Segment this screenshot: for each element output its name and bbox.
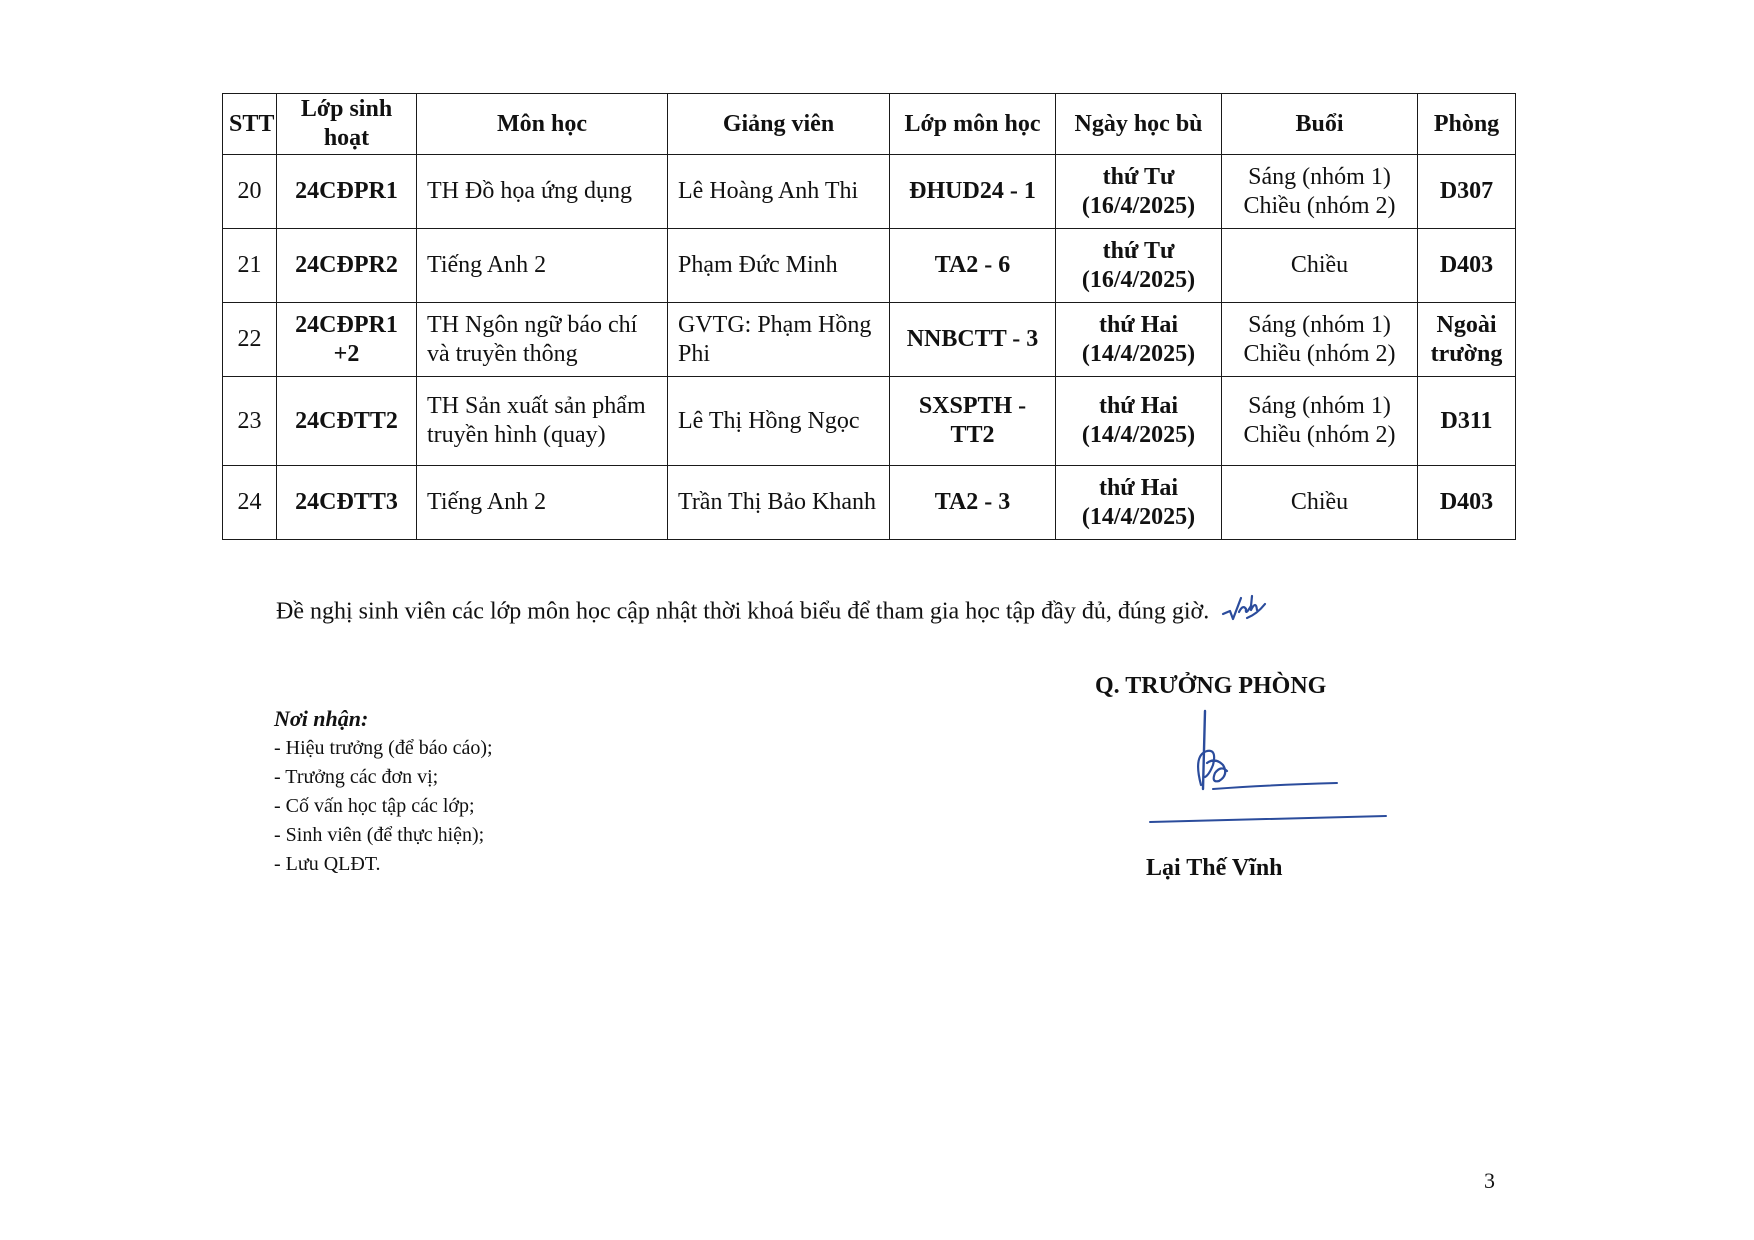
cell-mon-hoc: TH Sản xuất sản phẩm truyền hình (quay) (417, 377, 668, 466)
header-giang-vien: Giảng viên (668, 94, 890, 155)
cell-lop-mon-hoc: TA2 - 3 (890, 466, 1056, 540)
cell-ngay-hoc-bu (1056, 377, 1222, 466)
recipient-item: - Sinh viên (để thực hiện); (274, 824, 485, 846)
signature-underline (1148, 812, 1388, 830)
header-lop-mon-hoc: Lớp môn học (890, 94, 1056, 155)
header-ngay-hoc-bu: Ngày học bù (1056, 94, 1222, 155)
cell-giang-vien: GVTG: Phạm Hồng Phi (668, 303, 890, 377)
table-header-row (223, 94, 1516, 155)
table-row (223, 303, 1516, 377)
buoi-line-2: Chiều (nhóm 2) (1243, 422, 1396, 448)
cell-buoi (1222, 303, 1418, 377)
buoi-line-1: Sáng (nhóm 1) (1248, 393, 1391, 419)
cell-stt: 23 (223, 377, 277, 466)
cell-lop-mon-hoc: SXSPTH - TT2 (890, 377, 1056, 466)
cell-ngay-hoc-bu (1056, 466, 1222, 540)
cell-buoi (1222, 466, 1418, 540)
table-row (223, 377, 1516, 466)
cell-mon-hoc: Tiếng Anh 2 (417, 466, 668, 540)
buoi-line-1: Sáng (nhóm 1) (1248, 163, 1391, 190)
table-row (223, 466, 1516, 540)
ngay-hoc-bu-weekday: thứ Hai (1098, 474, 1179, 501)
cell-lop-mon-hoc: NNBCTT - 3 (890, 303, 1056, 377)
request-note (276, 592, 1267, 634)
cell-lop-sinh-hoat: 24CĐPR1 +2 (277, 303, 417, 377)
cell-mon-hoc: TH Đồ họa ứng dụng (417, 155, 668, 229)
cell-buoi (1222, 377, 1418, 466)
cell-lop-sinh-hoat: 24CĐPR2 (277, 229, 417, 303)
ngay-hoc-bu-date: (16/4/2025) (1081, 266, 1196, 293)
cell-ngay-hoc-bu (1056, 155, 1222, 229)
make-up-class-table (222, 93, 1516, 540)
ngay-hoc-bu-weekday: thứ Tư (1102, 163, 1175, 190)
cell-lop-mon-hoc: TA2 - 6 (890, 229, 1056, 303)
cell-giang-vien: Trần Thị Bảo Khanh (668, 466, 890, 540)
header-phong: Phòng (1418, 94, 1516, 155)
signer-name: Lại Thế Vĩnh (1146, 855, 1283, 881)
cell-ngay-hoc-bu (1056, 229, 1222, 303)
header-lop-sinh-hoat: Lớp sinh hoạt (277, 94, 417, 155)
cell-lop-sinh-hoat: 24CĐTT2 (277, 377, 417, 466)
cell-lop-mon-hoc: ĐHUD24 - 1 (890, 155, 1056, 229)
ngay-hoc-bu-weekday: thứ Hai (1098, 393, 1179, 419)
header-buoi: Buổi (1222, 94, 1418, 155)
cell-lop-sinh-hoat: 24CĐPR1 (277, 155, 417, 229)
cell-stt: 21 (223, 229, 277, 303)
cell-phong: D403 (1418, 229, 1516, 303)
handwritten-signature (1145, 705, 1345, 800)
recipients-list (274, 734, 493, 879)
recipients-block (274, 704, 493, 879)
cell-giang-vien: Lê Hoàng Anh Thi (668, 155, 890, 229)
table-row (223, 155, 1516, 229)
ngay-hoc-bu-date: (14/4/2025) (1081, 503, 1196, 530)
cell-phong: D403 (1418, 466, 1516, 540)
ngay-hoc-bu-date: (14/4/2025) (1081, 422, 1196, 448)
header-mon-hoc: Môn học (417, 94, 668, 155)
signer-title: Q. TRƯỞNG PHÒNG (1095, 673, 1327, 699)
table-row (223, 229, 1516, 303)
recipient-item: - Cố vấn học tập các lớp; (274, 795, 475, 817)
cell-mon-hoc: Tiếng Anh 2 (417, 229, 668, 303)
ngay-hoc-bu-weekday: thứ Hai (1098, 311, 1179, 338)
buoi-line-1: Chiều (1290, 252, 1349, 278)
buoi-line-1: Chiều (1290, 489, 1349, 515)
cell-stt: 24 (223, 466, 277, 540)
cell-ngay-hoc-bu (1056, 303, 1222, 377)
cell-lop-sinh-hoat: 24CĐTT3 (277, 466, 417, 540)
ngay-hoc-bu-date: (14/4/2025) (1081, 340, 1196, 367)
cell-giang-vien: Lê Thị Hồng Ngọc (668, 377, 890, 466)
cell-stt: 20 (223, 155, 277, 229)
recipients-title: Nơi nhận: (274, 706, 369, 731)
cell-phong: Ngoài trường (1418, 303, 1516, 377)
recipient-item: - Trưởng các đơn vị; (274, 766, 439, 788)
ngay-hoc-bu-weekday: thứ Tư (1102, 237, 1175, 264)
header-stt: STT (223, 94, 277, 155)
initials-check-icon (1221, 592, 1267, 634)
buoi-line-2: Chiều (nhóm 2) (1243, 340, 1396, 367)
ngay-hoc-bu-date: (16/4/2025) (1081, 192, 1196, 219)
recipient-item: - Hiệu trưởng (để báo cáo); (274, 737, 493, 759)
request-note-text: Đề nghị sinh viên các lớp môn học cập nhật thời khoá biểu để tham gia học tập đầy đủ, đúng giờ. (276, 598, 1210, 625)
cell-phong: D311 (1418, 377, 1516, 466)
cell-buoi (1222, 229, 1418, 303)
cell-mon-hoc: TH Ngôn ngữ báo chí và truyền thông (417, 303, 668, 377)
buoi-line-2: Chiều (nhóm 2) (1243, 192, 1396, 219)
cell-stt: 22 (223, 303, 277, 377)
cell-giang-vien: Phạm Đức Minh (668, 229, 890, 303)
buoi-line-1: Sáng (nhóm 1) (1248, 311, 1391, 338)
cell-buoi (1222, 155, 1418, 229)
cell-phong: D307 (1418, 155, 1516, 229)
page-number: 3 (1484, 1168, 1495, 1193)
recipient-item: - Lưu QLĐT. (274, 853, 381, 875)
